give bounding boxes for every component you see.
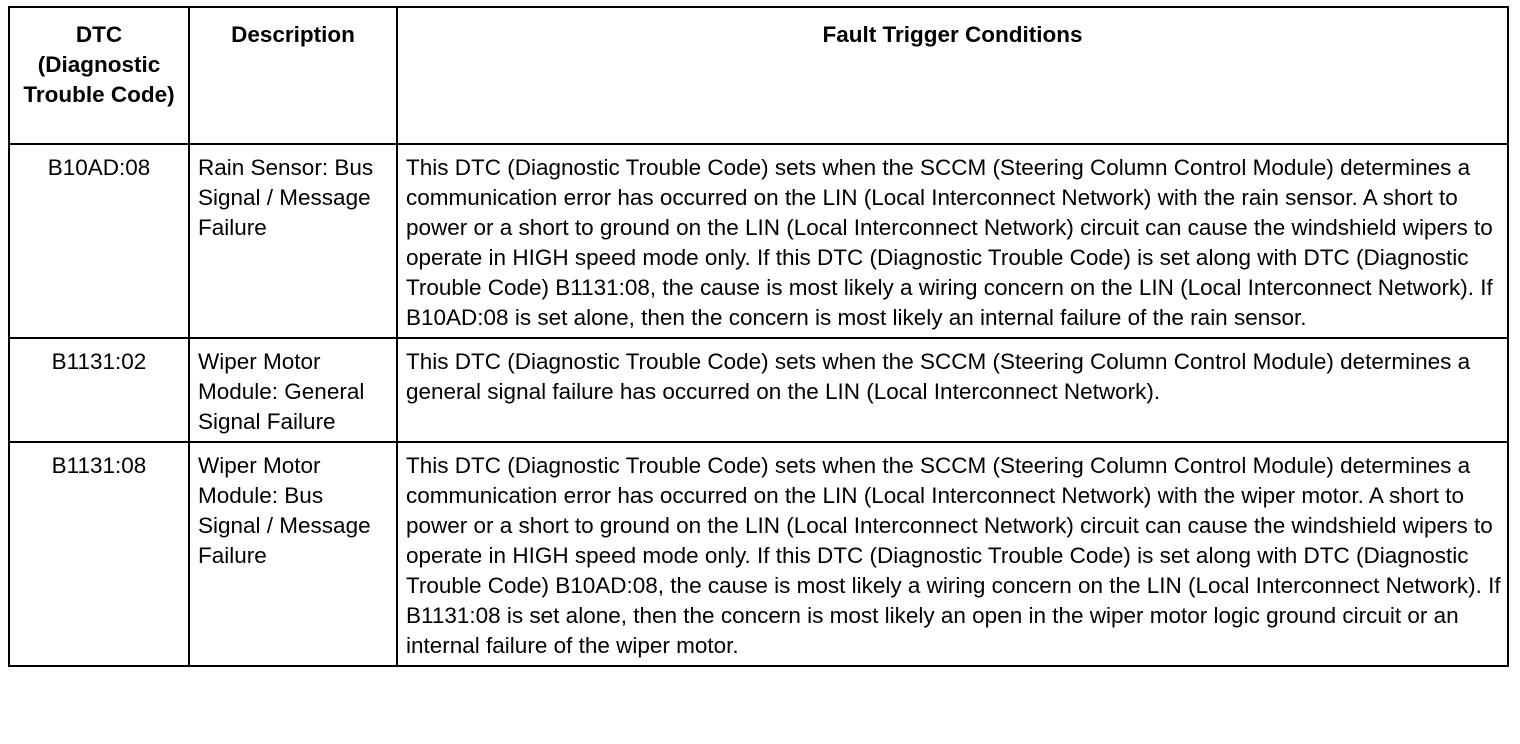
conditions-cell: This DTC (Diagnostic Trouble Code) sets when the SCCM (Steering Column Control Module) determines a general signal failure has occurred on the LIN (Local Interconnect Network). [397, 338, 1508, 442]
description-cell: Wiper Motor Module: Bus Signal / Message Failure [189, 442, 397, 666]
dtc-code-cell: B10AD:08 [9, 144, 189, 338]
header-dtc: DTC (Diagnostic Trouble Code) [9, 7, 189, 144]
table-row [9, 338, 1508, 442]
header-conditions: Fault Trigger Conditions [397, 7, 1508, 144]
description-cell: Wiper Motor Module: General Signal Failure [189, 338, 397, 442]
dtc-table [8, 6, 1509, 667]
table-row [9, 442, 1508, 666]
header-description: Description [189, 7, 397, 144]
table-row [9, 144, 1508, 338]
conditions-cell: This DTC (Diagnostic Trouble Code) sets when the SCCM (Steering Column Control Module) determines a communication error has occurred on the LIN (Local Interconnect Network) with the rain sensor. A short to power or a short to ground on the LIN (Local Interconnect Network) circuit can cause the windshield wipers to operate in HIGH speed mode only. If this DTC (Diagnostic Trouble Code) is set along with DTC (Diagnostic Trouble Code) B1131:08, the cause is most likely a wiring concern on the LIN (Local Interconnect Network). If B10AD:08 is set alone, then the concern is most likely an internal failure of the rain sensor. [397, 144, 1508, 338]
table-header-row [9, 7, 1508, 144]
dtc-code-cell: B1131:02 [9, 338, 189, 442]
description-cell: Rain Sensor: Bus Signal / Message Failure [189, 144, 397, 338]
conditions-cell: This DTC (Diagnostic Trouble Code) sets when the SCCM (Steering Column Control Module) determines a communication error has occurred on the LIN (Local Interconnect Network) with the wiper motor. A short to power or a short to ground on the LIN (Local Interconnect Network) circuit can cause the windshield wipers to operate in HIGH speed mode only. If this DTC (Diagnostic Trouble Code) is set along with DTC (Diagnostic Trouble Code) B10AD:08, the cause is most likely a wiring concern on the LIN (Local Interconnect Network). If B1131:08 is set alone, then the concern is most likely an open in the wiper motor logic ground circuit or an internal failure of the wiper motor. [397, 442, 1508, 666]
dtc-code-cell: B1131:08 [9, 442, 189, 666]
